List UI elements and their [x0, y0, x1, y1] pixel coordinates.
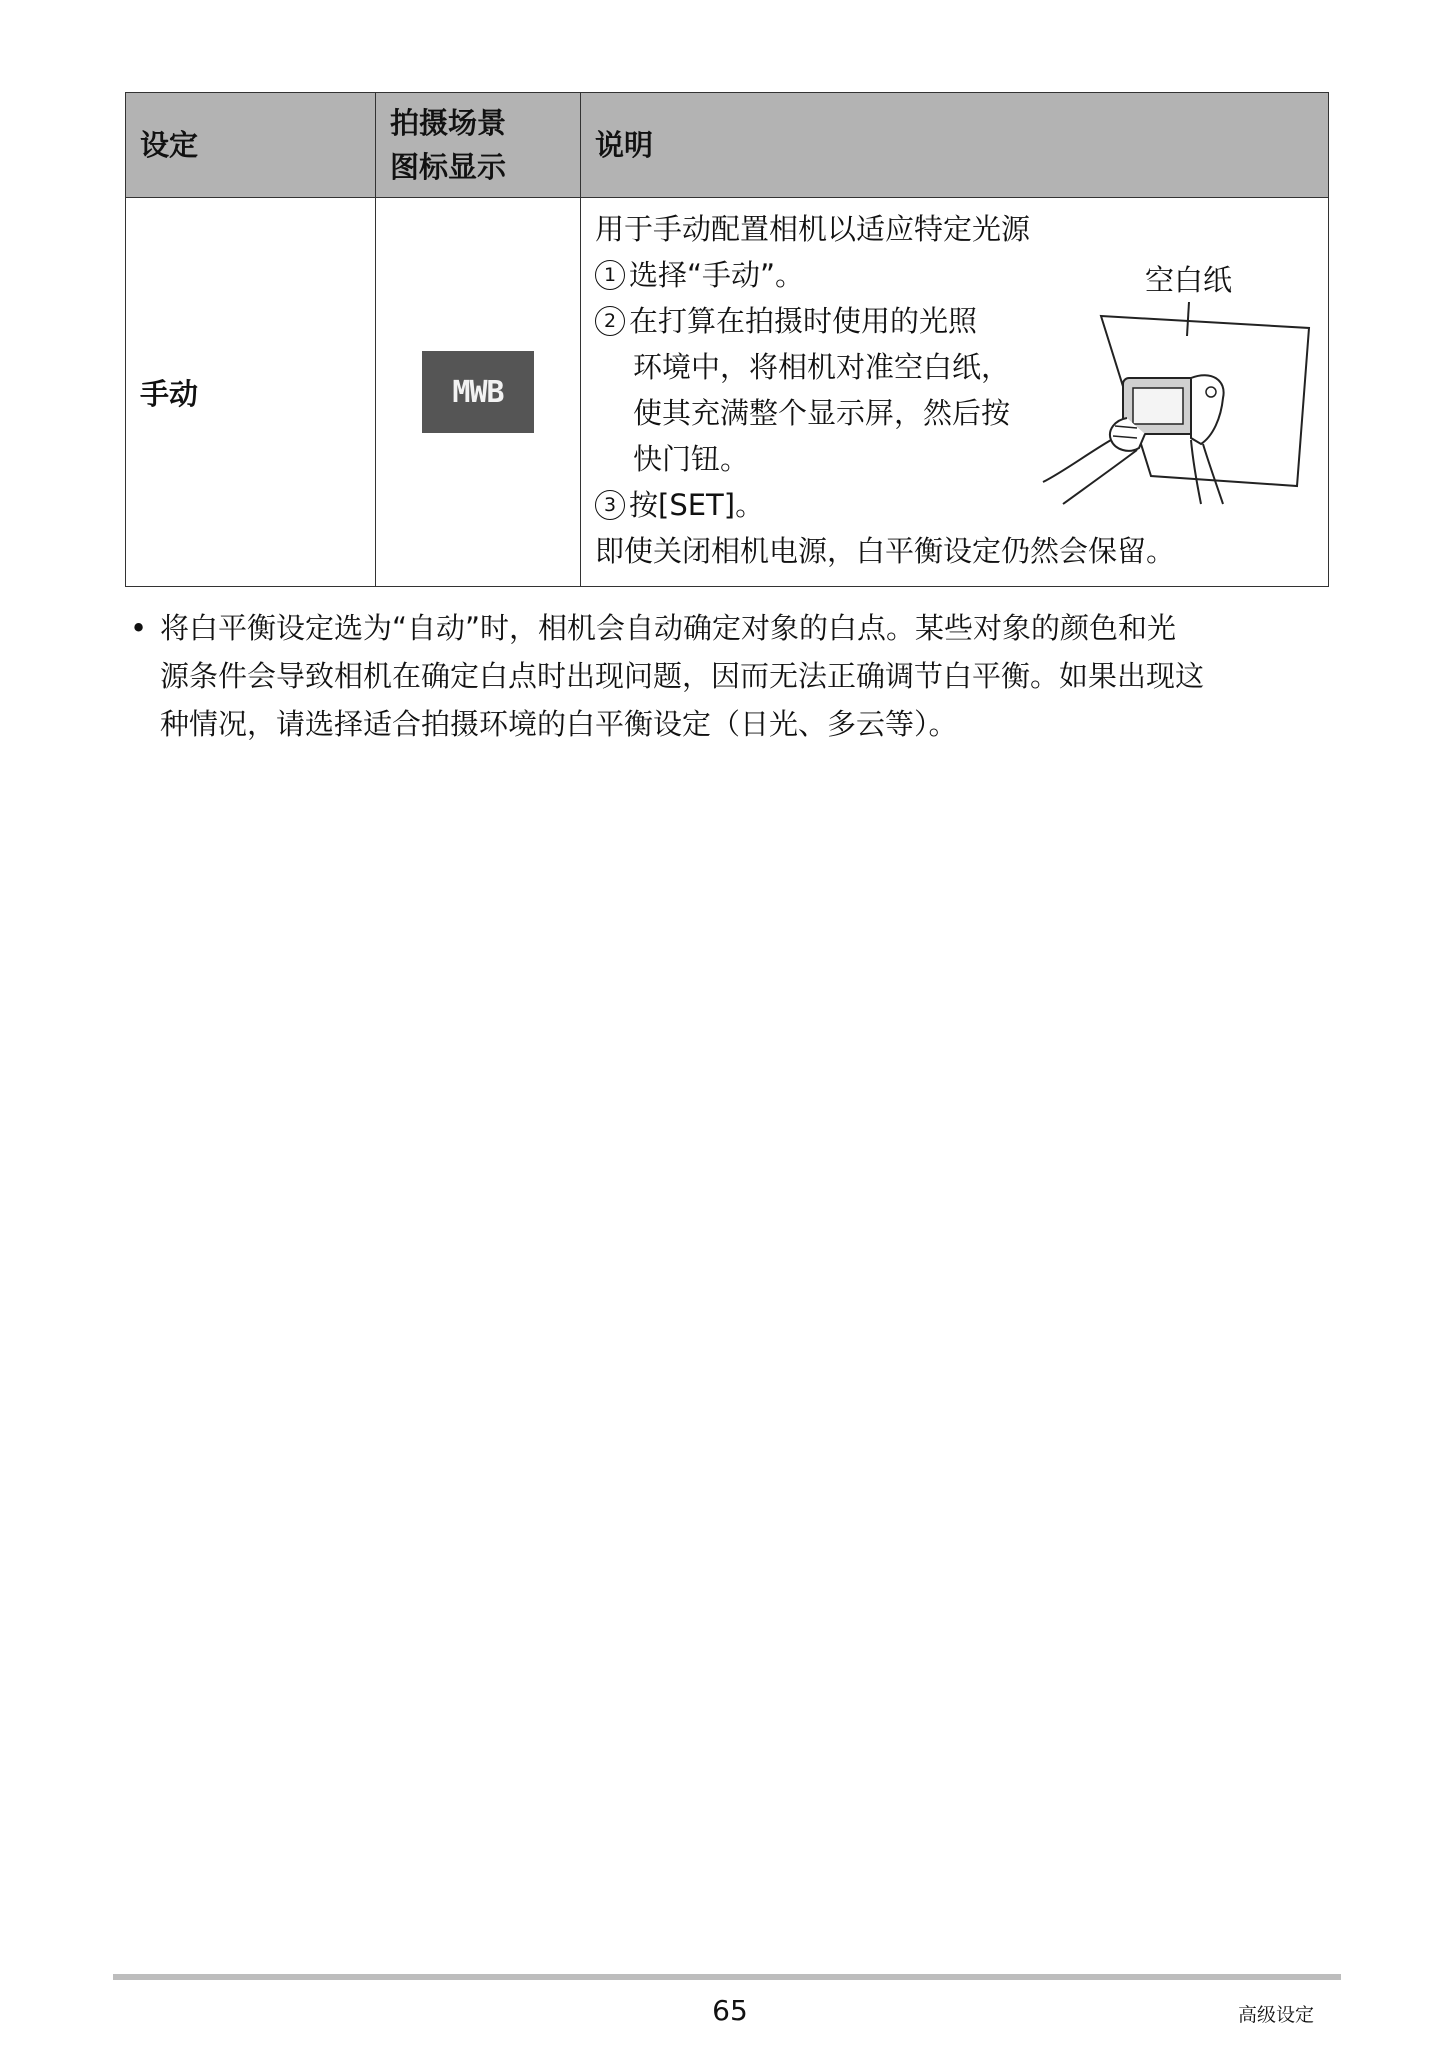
- footer-divider: [113, 1974, 1341, 1980]
- note-bullet: •: [130, 611, 148, 645]
- manual-white-balance-icon: MWB: [422, 351, 534, 433]
- description-closing: 即使关闭相机电源，白平衡设定仍然会保留。: [595, 534, 1176, 568]
- header-scene-icon-line1: 拍摄场景: [390, 106, 507, 140]
- icon-cell: [376, 198, 581, 587]
- description-cell: [581, 198, 1329, 587]
- header-scene-icon: [376, 93, 581, 198]
- step-2-line-3: 使其充满整个显示屏，然后按: [633, 396, 1011, 430]
- page-number: 65: [712, 1994, 748, 2027]
- settings-table: [125, 92, 1329, 587]
- header-setting: 设定: [126, 93, 376, 198]
- step-3-text: 按[SET]。: [629, 488, 765, 522]
- step-2-number: 2: [595, 306, 625, 336]
- step-2-line-1: 在打算在拍摄时使用的光照: [629, 304, 978, 338]
- table-header-row: [126, 93, 1329, 198]
- table-row: [126, 198, 1329, 587]
- white-balance-note: [130, 604, 1310, 748]
- step-1-number: 1: [595, 260, 625, 290]
- step-3-number: 3: [595, 490, 625, 520]
- note-line-2: 源条件会导致相机在确定白点时出现问题，因而无法正确调节白平衡。如果出现这: [160, 659, 1205, 693]
- header-scene-icon-line2: 图标显示: [390, 150, 507, 184]
- note-text: [130, 604, 1310, 748]
- section-name: 高级设定: [1238, 2004, 1315, 2026]
- step-2-line-4: 快门钮。: [633, 442, 750, 476]
- blank-paper-label: 空白纸: [1145, 263, 1233, 297]
- note-line-3: 种情况，请选择适合拍摄环境的白平衡设定（日光、多云等）。: [160, 707, 958, 741]
- note-line-1: 将白平衡设定选为“自动”时，相机会自动确定对象的白点。某些对象的颜色和光: [160, 611, 1177, 645]
- header-description: 说明: [581, 93, 1329, 198]
- step-1-text: 选择“手动”。: [629, 258, 805, 292]
- setting-name: 手动: [126, 198, 376, 587]
- description-intro: 用于手动配置相机以适应特定光源: [595, 212, 1031, 246]
- blank-paper-illustration: [1041, 258, 1321, 508]
- step-2-line-2: 环境中，将相机对准空白纸，: [633, 350, 1011, 384]
